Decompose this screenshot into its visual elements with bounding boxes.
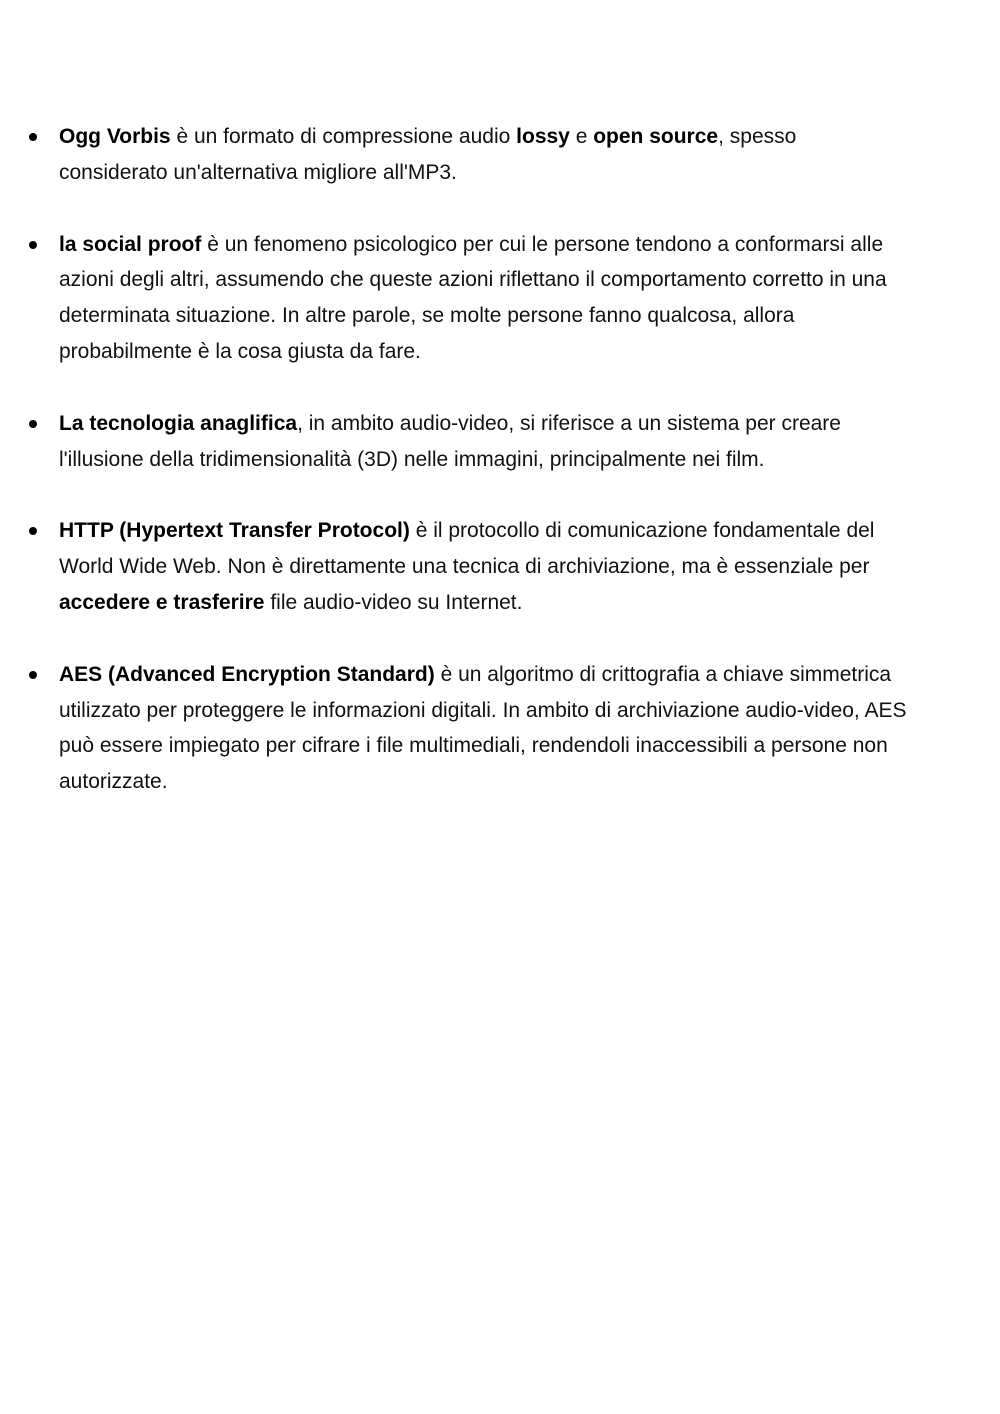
- item-text: e: [569, 125, 594, 148]
- bullet-icon: [29, 671, 37, 679]
- term-aes: AES (Advanced Encryption Standard): [59, 662, 435, 686]
- bullet-icon: [29, 527, 37, 535]
- item-text: , spesso considerato un'alternativa migliore all'MP3.: [59, 125, 797, 184]
- item-text: è un fenomeno psicologico per cui le persone tendono a conformarsi alle azioni degli altri, assumendo che queste azioni riflettano il comportamento corretto in una determinata situazione. In altre parole, se molte persone fanno qualcosa, allora probabilmente è la cosa giusta da fare.: [59, 232, 887, 363]
- bullet-icon: [29, 133, 37, 141]
- list-item-http: [0, 513, 909, 620]
- term-tecnologia-anaglifica: La tecnologia anaglifica: [59, 411, 298, 435]
- term-accedere-trasferire: accedere e trasferire: [59, 590, 265, 614]
- item-text: è un algoritmo di crittografia a chiave simmetrica utilizzato per proteggere le informazioni digitali. In ambito di archiviazione audio-video, AES può essere impiegato per cifrare i file multimediali, rendendoli inaccessibili a persone non autorizzate.: [59, 662, 907, 794]
- item-text: file audio-video su Internet.: [264, 590, 523, 614]
- term-lossy: lossy: [516, 125, 570, 148]
- list-item-anaglifica: [0, 406, 909, 478]
- term-social-proof: la social proof: [59, 232, 202, 256]
- bullet-list: [0, 119, 1000, 836]
- item-text: è un formato di compressione audio: [170, 125, 517, 148]
- term-http: HTTP (Hypertext Transfer Protocol): [59, 519, 410, 543]
- list-item-social-proof: [0, 227, 909, 370]
- list-item-ogg-vorbis: [0, 119, 909, 191]
- bullet-icon: [29, 241, 37, 249]
- list-item-aes: [0, 657, 909, 800]
- term-open-source: open source: [593, 125, 719, 148]
- term-ogg-vorbis: Ogg Vorbis: [59, 125, 171, 148]
- bullet-icon: [29, 420, 37, 428]
- item-text: , in ambito audio-video, si riferisce a un sistema per creare l'illusione della tridimensionalità (3D) nelle immagini, principalmente nei film.: [59, 411, 841, 471]
- item-text: è il protocollo di comunicazione fondamentale del World Wide Web. Non è direttamente una tecnica di archiviazione, ma è essenziale per: [59, 519, 875, 579]
